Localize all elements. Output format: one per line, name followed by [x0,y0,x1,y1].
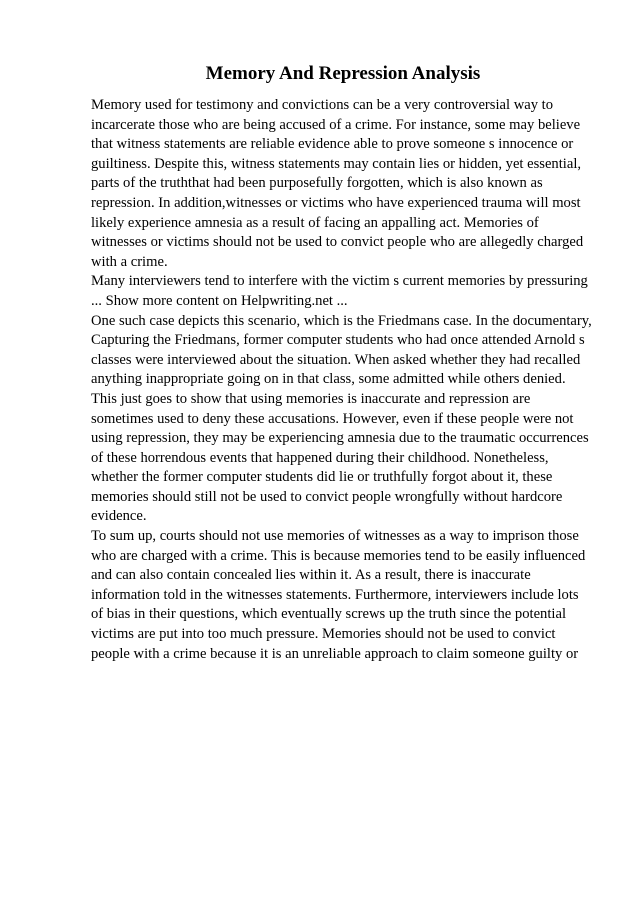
body-text-line: Memory used for testimony and convictions can be a very controversial way to [91,97,554,113]
document-title: Memory And Repression Analysis [205,63,481,84]
body-text-line: repression. In addition,witnesses or victims who have experienced trauma will most [91,194,581,211]
body-text-line: parts of the truththat had been purposefully forgotten, which is also known as [91,175,543,192]
body-text-line: people with a crime because it is an unreliable approach to claim someone guilty or [91,645,579,662]
body-text-line: classes were interviewed about the situation. When asked whether they had recalled [91,351,581,368]
body-text-line: likely experience amnesia as a result of facing an appalling act. Memories of [91,214,539,231]
document-body [91,96,611,664]
body-text-line: memories should still not be used to convict people wrongfully without hardcore [91,488,563,505]
body-text-line: witnesses or victims should not be used to convict people who are allegedly charged [91,234,584,251]
body-text-line: Capturing the Friedmans, former computer students who had once attended Arnold s [91,332,585,349]
body-text-line: ... Show more content on Helpwriting.net ... [91,292,348,309]
body-text-line: anything inappropriate going on in that class, some admitted while others denied. [91,371,566,388]
body-text-line: This just goes to show that using memories is inaccurate and repression are [91,390,531,407]
body-text-line: incarcerate those who are being accused of a crime. For instance, some may believe [91,116,581,133]
body-text-line: using repression, they may be experiencing amnesia due to the traumatic occurrences [91,430,589,447]
body-text-line: of bias in their questions, which eventually screws up the truth since the potential [91,606,566,623]
body-text-line: Many interviewers tend to interfere with the victim s current memories by pressuring [91,273,588,290]
body-text-line: and can also contain concealed lies within it. As a result, there is inaccurate [91,567,531,584]
body-text-line: sometimes used to deny these accusations. However, even if these people were not [91,410,574,427]
body-text-line: evidence. [91,508,147,525]
body-text-line: of these horrendous events that happened during their childhood. Nonetheless, [91,449,549,466]
body-text-line: To sum up, courts should not use memories of witnesses as a way to imprison those [91,528,579,545]
body-text-line: One such case depicts this scenario, which is the Friedmans case. In the documentary, [91,312,592,329]
body-text-line: who are charged with a crime. This is because memories tend to be easily influenced [91,547,586,564]
body-text-line: that witness statements are reliable evidence able to prove someone s innocence or [91,136,574,153]
body-text-line: information told in the witnesses statements. Furthermore, interviewers include lots [91,586,579,603]
body-text-line: victims are put into too much pressure. Memories should not be used to convict [91,626,556,643]
body-text-line: with a crime. [91,253,168,270]
body-text-line: whether the former computer students did lie or truthfully forgot about it, these [91,469,553,486]
body-text-line: guiltiness. Despite this, witness statements may contain lies or hidden, yet essential, [91,155,582,172]
